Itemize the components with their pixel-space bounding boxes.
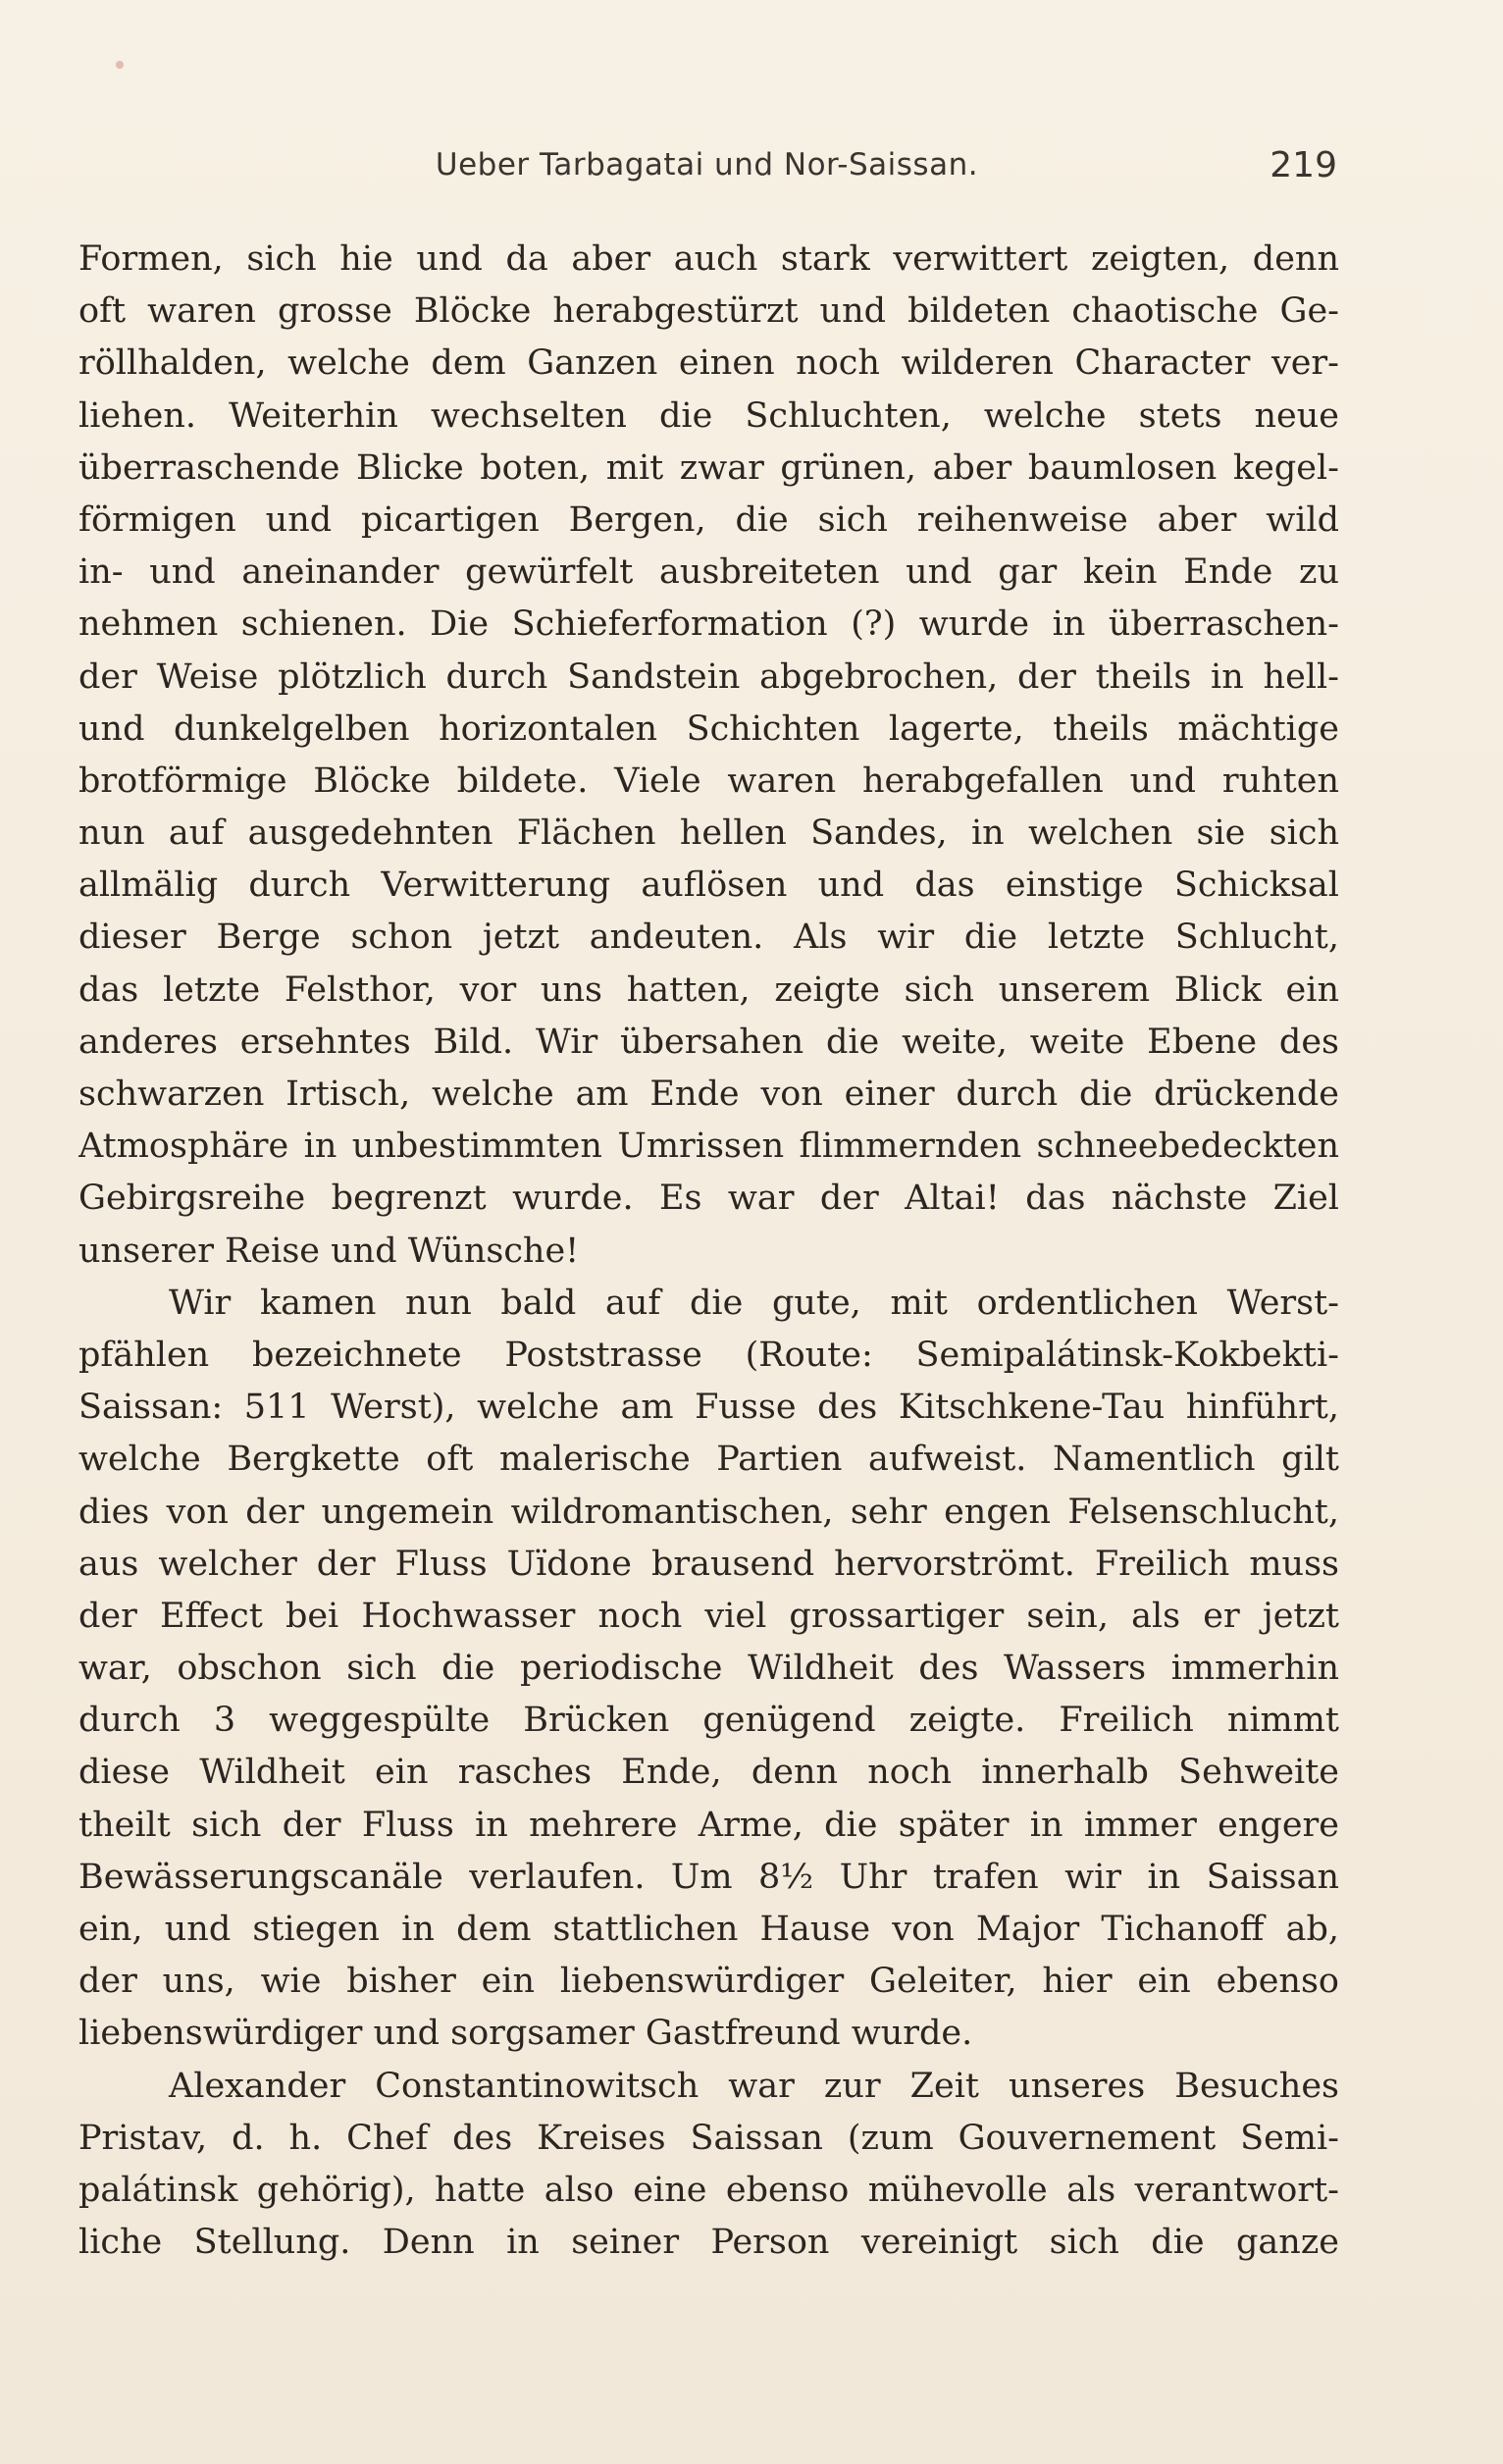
text-line: durch 3 weggespülte Brücken genügend zeigte. Freilich nimmt bbox=[78, 1701, 1339, 1741]
text-line: unserer Reise und Wünsche! bbox=[78, 1231, 580, 1271]
text-line: diese Wildheit ein rasches Ende, denn noch innerhalb Sehweite bbox=[78, 1753, 1339, 1793]
text-line: aus welcher der Fluss Uïdone brausend hervorströmt. Freilich muss bbox=[78, 1544, 1339, 1584]
text-line: palátinsk gehörig), hatte also eine ebenso mühevolle als verantwort- bbox=[78, 2170, 1339, 2210]
body-text bbox=[78, 234, 1339, 2269]
text-line: und dunkelgelben horizontalen Schichten lagerte, theils mächtige bbox=[78, 708, 1339, 749]
text-line: liebenswürdiger und sorgsamer Gastfreund wurde. bbox=[78, 2014, 973, 2054]
text-line: nun auf ausgedehnten Flächen hellen Sandes, in welchen sie sich bbox=[78, 813, 1339, 854]
running-head bbox=[77, 147, 1337, 196]
text-line: brotförmige Blöcke bildete. Viele waren herabgefallen und ruhten bbox=[78, 760, 1339, 801]
text-line: anderes ersehntes Bild. Wir übersahen die weite, weite Ebene des bbox=[78, 1022, 1339, 1062]
text-line: der uns, wie bisher ein liebenswürdiger Geleiter, hier ein ebenso bbox=[78, 1962, 1339, 2002]
text-line: Atmosphäre in unbestimmten Umrissen flimmernden schneebedeckten bbox=[78, 1127, 1339, 1167]
text-line: überraschende Blicke boten, mit zwar grünen, aber baumlosen kegel- bbox=[78, 447, 1339, 488]
text-line: Formen, sich hie und da aber auch stark verwittert zeigten, denn bbox=[78, 239, 1339, 279]
text-line: liehen. Weiterhin wechselten die Schluchten, welche stets neue bbox=[78, 395, 1339, 436]
text-line: ein, und stiegen in dem stattlichen Hause von Major Tichanoff ab, bbox=[78, 1910, 1339, 1949]
text-line: war, obschon sich die periodische Wildheit des Wassers immerhin bbox=[78, 1649, 1339, 1689]
paper-blemish bbox=[116, 61, 124, 69]
text-line: das letzte Felsthor, vor uns hatten, zeigte sich unserem Blick ein bbox=[78, 970, 1339, 1010]
text-line: Saissan: 511 Werst), welche am Fusse des Kitschkene-Tau hinführt, bbox=[78, 1388, 1339, 1428]
text-line: pfählen bezeichnete Poststrasse (Route: Semipalátinsk-Kokbekti- bbox=[78, 1335, 1339, 1375]
text-line: röllhalden, welche dem Ganzen einen noch wilderen Character ver- bbox=[78, 343, 1339, 384]
text-line: theilt sich der Fluss in mehrere Arme, die später in immer engere bbox=[78, 1805, 1339, 1845]
text-line: Alexander Constantinowitsch war zur Zeit unseres Besuches bbox=[169, 2066, 1339, 2106]
text-line: Wir kamen nun bald auf die gute, mit ordentlichen Werst- bbox=[169, 1283, 1339, 1323]
text-line: allmälig durch Verwitterung auflösen und das einstige Schicksal bbox=[78, 865, 1339, 906]
text-line: der Weise plötzlich durch Sandstein abgebrochen, der theils in hell- bbox=[78, 656, 1339, 697]
text-line: nehmen schienen. Die Schieferformation (?) wurde in überraschen- bbox=[78, 604, 1339, 645]
text-line: liche Stellung. Denn in seiner Person vereinigt sich die ganze bbox=[78, 2223, 1339, 2263]
page-number: 219 bbox=[1270, 145, 1337, 185]
text-line: welche Bergkette oft malerische Partien aufweist. Namentlich gilt bbox=[78, 1440, 1339, 1480]
text-line: dieser Berge schon jetzt andeuten. Als wir die letzte Schlucht, bbox=[78, 917, 1339, 958]
running-title: Ueber Tarbagatai und Nor-Saissan. bbox=[435, 147, 979, 183]
text-line: in- und aneinander gewürfelt ausbreiteten und gar kein Ende zu bbox=[78, 552, 1339, 593]
text-line: förmigen und picartigen Bergen, die sich reihenweise aber wild bbox=[78, 499, 1339, 540]
text-line: der Effect bei Hochwasser noch viel grossartiger sein, als er jetzt bbox=[78, 1596, 1339, 1636]
text-line: Gebirgsreihe begrenzt wurde. Es war der Altai! das nächste Ziel bbox=[78, 1179, 1339, 1219]
text-line: oft waren grosse Blöcke herabgestürzt und bildeten chaotische Ge- bbox=[78, 291, 1339, 332]
text-line: Pristav, d. h. Chef des Kreises Saissan (zum Gouvernement Semi- bbox=[78, 2118, 1339, 2158]
text-line: Bewässerungscanäle verlaufen. Um 8½ Uhr trafen wir in Saissan bbox=[78, 1857, 1339, 1897]
text-line: schwarzen Irtisch, welche am Ende von einer durch die drückende bbox=[78, 1075, 1339, 1114]
text-line: dies von der ungemein wildromantischen, sehr engen Felsenschlucht, bbox=[78, 1492, 1339, 1532]
